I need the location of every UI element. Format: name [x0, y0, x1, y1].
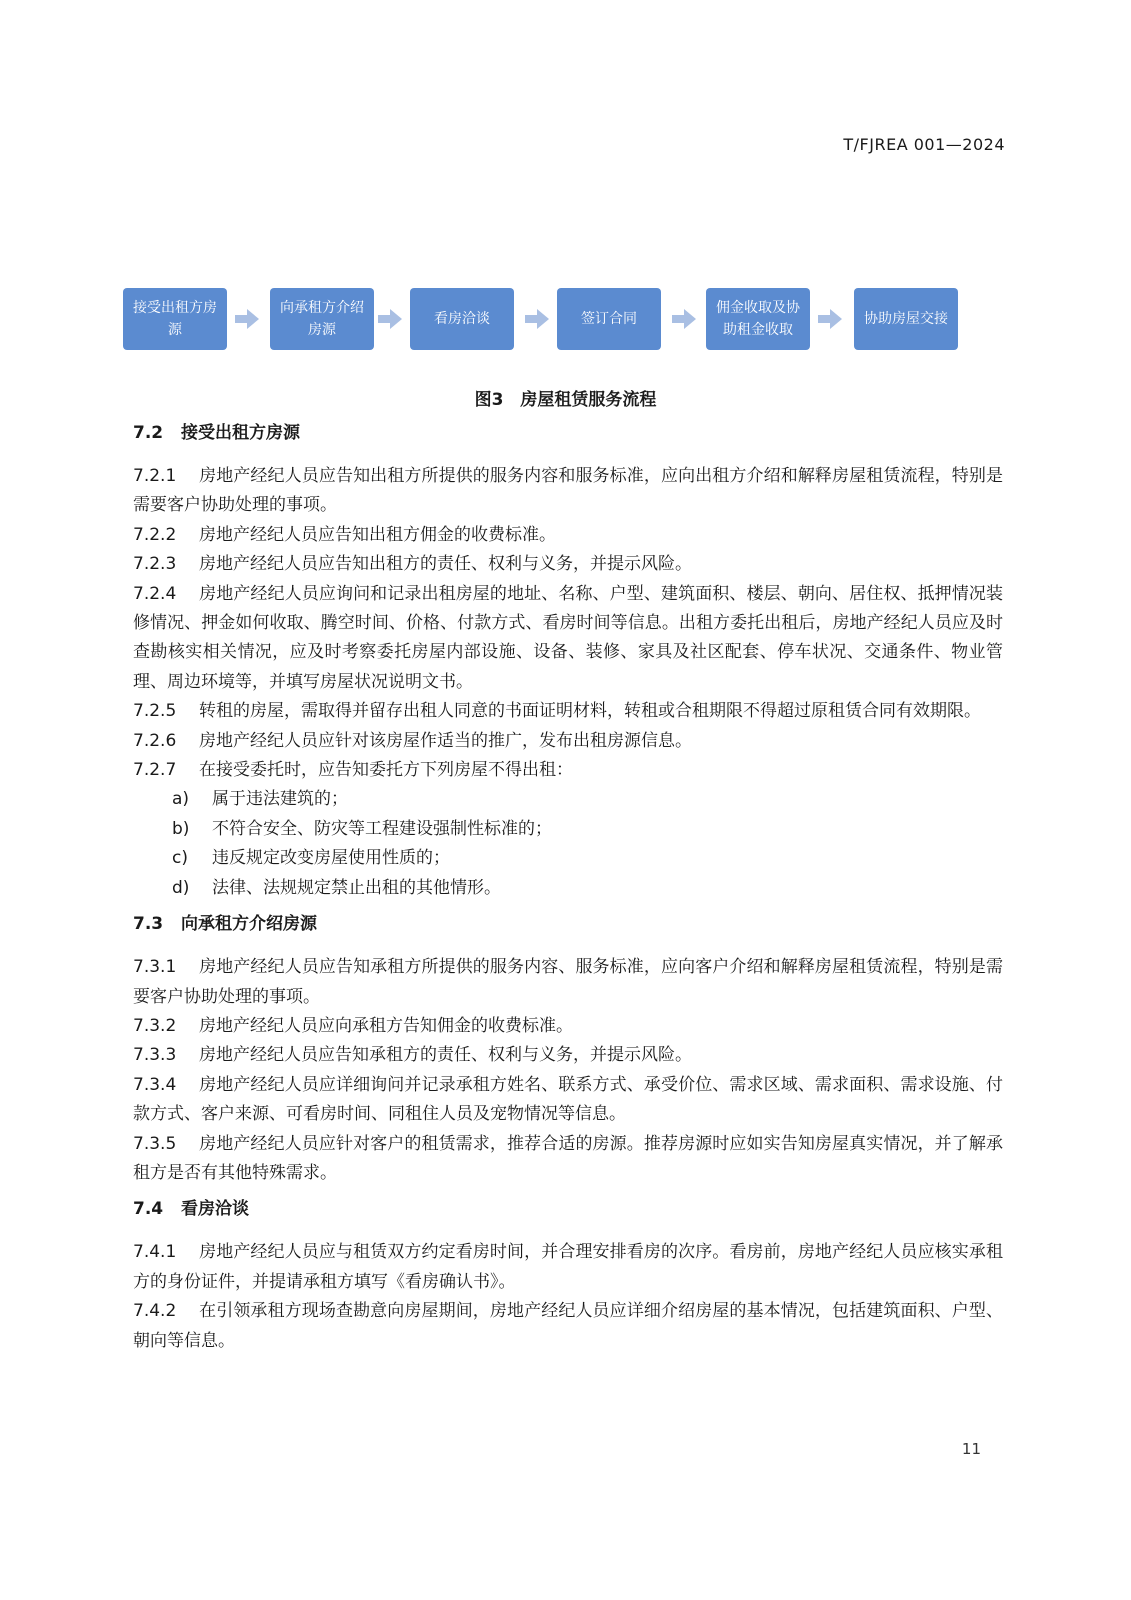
- figure-caption: 图3 房屋租赁服务流程: [474, 390, 657, 410]
- page-number: 11: [961, 1440, 981, 1458]
- clause: [133, 462, 1003, 521]
- clause-text: 房地产经纪人员应告知出租方的责任、权利与义务，并提示风险。: [199, 554, 692, 575]
- section-heading: [133, 1194, 1003, 1238]
- clause-text: 房地产经纪人员应向承租方告知佣金的收费标准。: [199, 1015, 573, 1036]
- clause-number: 7.4.2: [133, 1301, 177, 1322]
- right-arrow-icon: [818, 307, 842, 331]
- clause: [133, 521, 1003, 550]
- clause-number: 7.3.1: [133, 957, 177, 978]
- clause-number: 7.2.2: [133, 524, 177, 545]
- clause-text: 在接受委托时，应告知委托方下列房屋不得出租：: [199, 760, 573, 781]
- document-code: T/FJREA 001—2024: [843, 135, 1005, 154]
- clause-number: 7.2.3: [133, 554, 177, 575]
- clause: [133, 580, 1003, 698]
- list-item: [133, 844, 1003, 873]
- flow-step-5: 佣金收取及协助租金收取: [706, 288, 810, 350]
- clause-text: 房地产经纪人员应与租赁双方约定看房时间，并合理安排看房的次序。看房前，房地产经纪人员应核实承租方的身份证件，并提请承租方填写《看房确认书》。: [133, 1242, 1003, 1292]
- clause-number: 7.3.3: [133, 1045, 177, 1066]
- list-text: 不符合安全、防灾等工程建设强制性标准的；: [212, 818, 552, 839]
- list-mark: b): [172, 818, 190, 839]
- list-item: [133, 815, 1003, 844]
- clause-number: 7.2.7: [133, 760, 177, 781]
- section-title: 向承租方介绍房源: [181, 914, 317, 935]
- flow-step-4: 签订合同: [557, 288, 661, 350]
- flow-step-1: 接受出租方房源: [123, 288, 227, 350]
- section-heading: [133, 418, 1003, 462]
- clause-number: 7.2.4: [133, 583, 177, 604]
- clause-text: 房地产经纪人员应询问和记录出租房屋的地址、名称、户型、建筑面积、楼层、朝向、居住权、抵押情况装修情况、押金如何收取、腾空时间、价格、付款方式、看房时间等信息。出租方委托出租后，房地产经纪人员应及时查勘核实相关情况，应及时考察委托房屋内部设施、设备、装修、家具及社区配套、停车状况、交通条件、物业管理、周边环境等，并填写房屋状况说明文书。: [133, 583, 1003, 692]
- clause: [133, 1297, 1003, 1356]
- clause-text: 转租的房屋，需取得并留存出租人同意的书面证明材料，转租或合租期限不得超过原租赁合同有效期限。: [199, 701, 981, 722]
- clause: [133, 1012, 1003, 1041]
- clause-text: 房地产经纪人员应告知承租方所提供的服务内容、服务标准，应向客户介绍和解释房屋租赁流程，特别是需要客户协助处理的事项。: [133, 957, 1003, 1007]
- clause-text: 房地产经纪人员应告知承租方的责任、权利与义务，并提示风险。: [199, 1045, 692, 1066]
- clause: [133, 1041, 1003, 1070]
- clause: [133, 727, 1003, 756]
- list-item: [133, 874, 1003, 903]
- right-arrow-icon: [672, 307, 696, 331]
- list-text: 属于违法建筑的；: [212, 789, 348, 810]
- clause-number: 7.3.2: [133, 1015, 177, 1036]
- clause: [133, 1071, 1003, 1130]
- clause: [133, 1130, 1003, 1189]
- right-arrow-icon: [235, 307, 259, 331]
- section-number: 7.3: [133, 914, 164, 935]
- section-heading: [133, 909, 1003, 953]
- right-arrow-icon: [525, 307, 549, 331]
- list-item: [133, 785, 1003, 814]
- list-mark: c): [172, 848, 188, 869]
- clause-number: 7.2.6: [133, 730, 177, 751]
- flow-step-6: 协助房屋交接: [854, 288, 958, 350]
- clause-number: 7.2.1: [133, 466, 177, 486]
- clause-text: 房地产经纪人员应针对该房屋作适当的推广，发布出租房源信息。: [199, 730, 692, 751]
- rental-process-flowchart: [123, 288, 983, 350]
- clause: [133, 756, 1003, 785]
- clause: [133, 1238, 1003, 1297]
- list-mark: a): [172, 789, 190, 810]
- list-mark: d): [172, 877, 190, 898]
- list-text: 违反规定改变房屋使用性质的；: [212, 848, 450, 869]
- flow-step-3: 看房洽谈: [410, 288, 514, 350]
- clause-text: 房地产经纪人员应详细询问并记录承租方姓名、联系方式、承受价位、需求区域、需求面积、需求设施、付款方式、客户来源、可看房时间、同租住人员及宠物情况等信息。: [133, 1074, 1003, 1125]
- clause-number: 7.2.5: [133, 701, 177, 722]
- right-arrow-icon: [378, 307, 402, 331]
- section-number: 7.2: [133, 423, 164, 443]
- section-title: 接受出租方房源: [181, 423, 300, 443]
- list-text: 法律、法规规定禁止出租的其他情形。: [212, 877, 501, 898]
- clause-text: 房地产经纪人员应针对客户的租赁需求，推荐合适的房源。推荐房源时应如实告知房屋真实情况，并了解承租方是否有其他特殊需求。: [133, 1133, 1003, 1183]
- flow-step-2: 向承租方介绍房源: [270, 288, 374, 350]
- clause: [133, 550, 1003, 579]
- clause-text: 房地产经纪人员应告知出租方所提供的服务内容和服务标准，应向出租方介绍和解释房屋租赁流程，特别是需要客户协助处理的事项。: [133, 466, 1003, 516]
- clause: [133, 953, 1003, 1012]
- section-number: 7.4: [133, 1199, 164, 1220]
- clause: [133, 697, 1003, 726]
- clause-number: 7.3.4: [133, 1074, 177, 1095]
- document-body: [133, 418, 1003, 1356]
- clause-number: 7.3.5: [133, 1133, 177, 1154]
- clause-text: 房地产经纪人员应告知出租方佣金的收费标准。: [199, 524, 556, 545]
- section-title: 看房洽谈: [181, 1199, 249, 1220]
- clause-text: 在引领承租方现场查勘意向房屋期间，房地产经纪人员应详细介绍房屋的基本情况，包括建筑面积、户型、朝向等信息。: [133, 1301, 1003, 1351]
- clause-number: 7.4.1: [133, 1242, 177, 1263]
